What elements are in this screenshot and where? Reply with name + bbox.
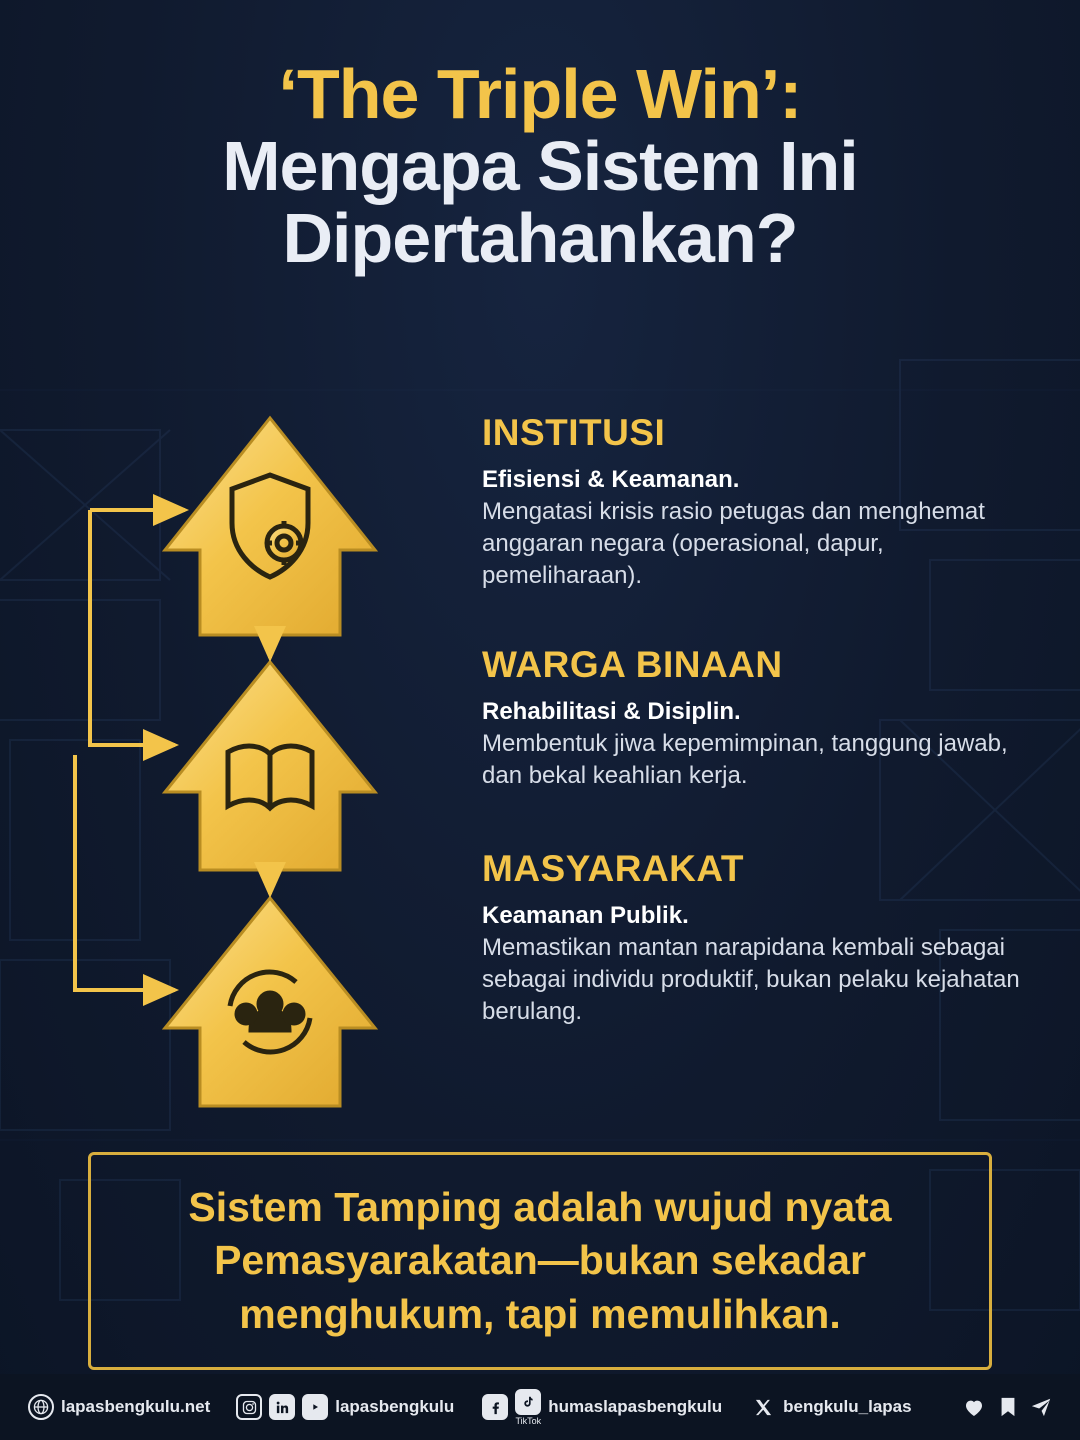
block-heading: MASYARAKAT	[482, 848, 744, 890]
block-body: Membentuk jiwa kepemimpinan, tanggung jawab, dan bekal keahlian kerja.	[482, 729, 1008, 789]
instagram-icon	[236, 1394, 262, 1420]
linkedin-icon	[269, 1394, 295, 1420]
facebook-handle-label: humaslapasbengkulu	[548, 1397, 723, 1416]
footer-action-icons	[962, 1395, 1052, 1419]
block-heading: WARGA BINAAN	[482, 644, 783, 686]
arrow-masyarakat	[165, 898, 375, 1106]
footer-website-group	[28, 1394, 210, 1420]
title-line-2: Mengapa Sistem Ini	[222, 127, 858, 206]
youtube-icon	[302, 1394, 328, 1420]
block-warga-binaan	[482, 644, 1042, 792]
banner-text: Sistem Tamping adalah wujud nyata Pemasyarakatan—bukan sekadar menghukum, tapi memulihkan.	[188, 1184, 892, 1337]
tiktok-icon	[515, 1389, 541, 1415]
tiktok-group	[515, 1389, 541, 1426]
page-title	[0, 55, 1080, 278]
send-icon	[1030, 1396, 1052, 1418]
triple-win-diagram	[70, 400, 470, 1120]
block-masyarakat	[482, 848, 1042, 1028]
social-handle-label: lapasbengkulu	[335, 1397, 455, 1416]
closing-banner	[88, 1152, 992, 1370]
x-icon	[750, 1394, 776, 1420]
block-lead: Rehabilitasi & Disiplin.	[482, 698, 741, 726]
footer-social-group	[236, 1394, 454, 1420]
block-lead: Efisiensi & Keamanan.	[482, 466, 740, 493]
block-lead: Keamanan Publik.	[482, 902, 689, 930]
block-institusi	[482, 412, 1042, 592]
title-line-3: Dipertahankan?	[282, 199, 798, 278]
footer-bar	[0, 1374, 1080, 1440]
feedback-loop	[75, 510, 185, 990]
globe-icon	[28, 1394, 54, 1420]
tiktok-label: TikTok	[515, 1415, 542, 1426]
block-body: Mengatasi krisis rasio petugas dan menghemat anggaran negara (operasional, dapur, pemeliharaan).	[482, 497, 985, 589]
bookmark-icon	[998, 1396, 1018, 1418]
x-handle-label: bengkulu_lapas	[783, 1397, 912, 1416]
website-label: lapasbengkulu.net	[61, 1397, 211, 1416]
title-line-1: ‘The Triple Win’:	[278, 55, 802, 133]
footer-facebook-group	[482, 1389, 722, 1426]
content-blocks	[482, 412, 1042, 1074]
facebook-icon	[482, 1394, 508, 1420]
footer-x-group	[750, 1394, 911, 1420]
arrow-warga-binaan	[165, 662, 375, 870]
arrow-institusi	[165, 418, 375, 635]
block-heading: INSTITUSI	[482, 412, 666, 453]
heart-icon	[962, 1395, 986, 1419]
block-body: Memastikan mantan narapidana kembali sebagai sebagai individu produktif, bukan pelaku kejahatan berulang.	[482, 933, 1020, 1026]
